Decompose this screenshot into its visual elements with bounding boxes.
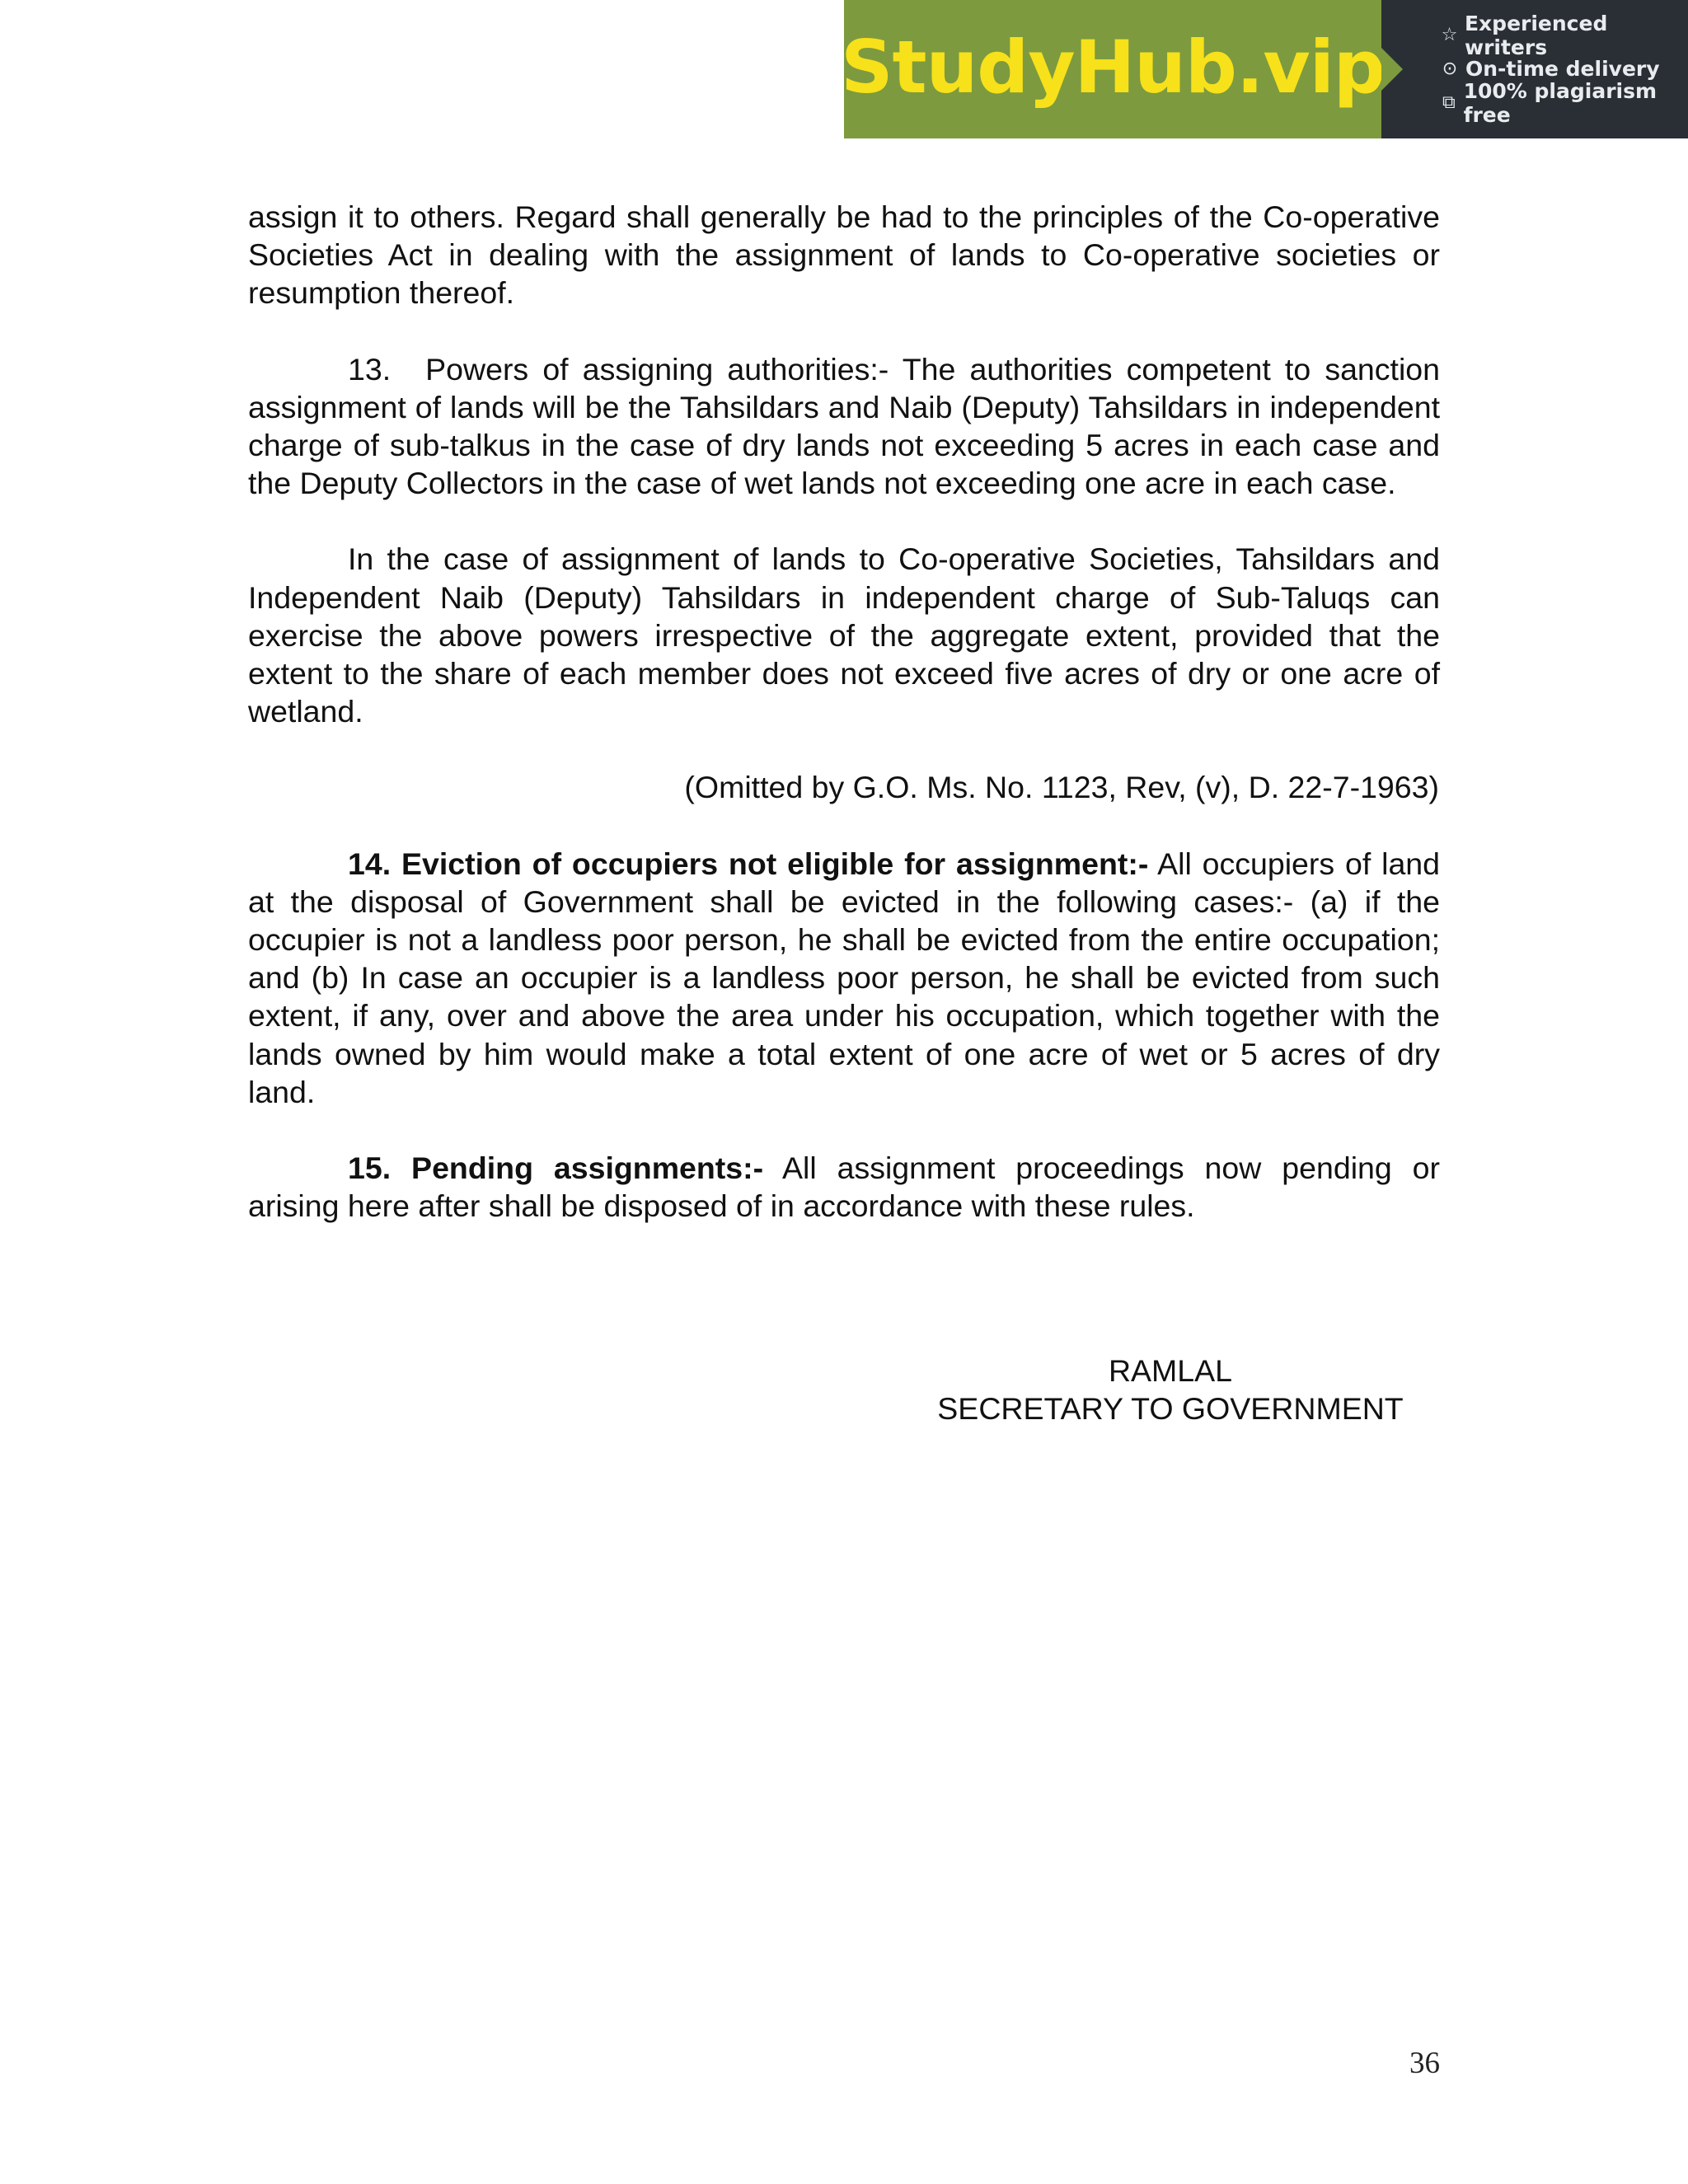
section-15-heading: 15. Pending assignments:- [348,1151,764,1186]
studyhub-logo[interactable] [841,0,1385,138]
section-13-paragraph-2: In the case of assignment of lands to Co-operative Societies, Tahsildars and Independent Naib (Deputy) Tahsildars in independent charge of Sub-Taluqs can exercise the above powers irrespective of the aggregate extent, provided that the extent to the share of each member does not exceed five acres of dry or one acre of wetland. [248,541,1440,729]
logo-text: StudyHub.vip [841,24,1385,110]
section-13-text: Powers of assigning authorities:- The authorities competent to sanction assignment of lands will be the Tahsildars and Naib (Deputy) Tahsildars in independent charge of sub-talkus in the case of dry lands not exceeding 5 acres in each case and the Deputy Collectors in the case of wet lands not exceeding one acre in each case. [248,351,1440,501]
feature-label: On-time delivery [1465,57,1660,81]
feature-label: 100% plagiarism free [1463,78,1658,127]
section-14-heading: 14. Eviction of occupiers not eligible for assignment:- [348,846,1149,881]
clock-icon: ⊙ [1442,59,1458,79]
copy-icon: ⧉ [1442,92,1456,113]
signatory-name: RAMLAL [1108,1353,1233,1388]
feature-label: Experienced writers [1464,11,1608,59]
section-14-text: All occupiers of land at the disposal of Government shall be evicted in the following cases:- (a) if the occupier is not a landless poor person, he shall be evicted from the entire occupation; and (b) In case an occupier is a landless poor person, he shall be evicted from such extent, if any, over and above the area under his occupation, which together with the lands owned by him would make a total extent of one acre of wet or 5 acres of dry land. [248,846,1441,1109]
section-13 [248,350,1440,503]
star-icon: ☆ [1441,25,1458,45]
section-15-text: All assignment proceedings now pending or arising here after shall be disposed of in accordance with these rules. [248,1151,1441,1224]
banner-features [1381,0,1688,138]
page-number: 36 [1409,2046,1440,2080]
signature-block [915,1352,1426,1427]
omitted-note: (Omitted by G.O. Ms. No. 1123, Rev, (v), D. 22-7-1963) [684,770,1439,805]
feature-experienced-writers [1439,11,1688,59]
feature-plagiarism-free [1439,78,1688,127]
studyhub-banner[interactable] [841,0,1688,138]
section-14 [248,845,1440,1111]
document-body [248,198,1440,1263]
section-13-number: 13. [348,351,392,387]
signatory-title: SECRETARY TO GOVERNMENT [937,1391,1404,1427]
paragraph-continued: assign it to others. Regard shall generally be had to the principles of the Co-operative Societies Act in dealing with the assignment of lands to Co-operative societies or resumption thereof. [248,199,1440,311]
section-15 [248,1149,1440,1225]
